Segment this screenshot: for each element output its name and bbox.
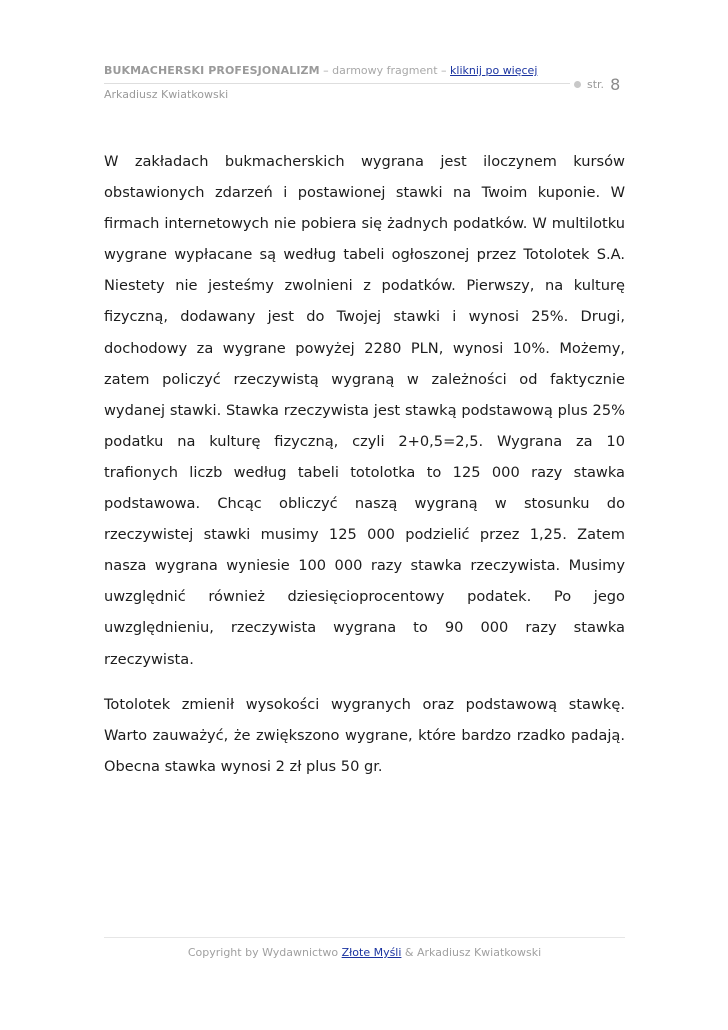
bullet-dot-icon [574,81,581,88]
header-divider [104,83,570,84]
body-paragraph: Totolotek zmienił wysokości wygranych oraz podstawową stawkę. Warto zauważyć, że zwiększono wygrane, które bardzo rzadko padają. Obecna stawka wynosi 2 zł plus 50 gr. [104,695,625,775]
body-paragraph: W zakładach bukmacherskich wygrana jest iloczynem kursów obstawionych zdarzeń i postawionej stawki na Twoim kuponie. W firmach internetowych nie pobiera się żadnych podatków. W multilotku wygrane wypłacane są według tabeli ogłoszonej przez Totolotek S.A. Niestety nie jesteśmy zwolnieni z podatków. Pierwszy, na kulturę fizyczną, dodawany jest do Twojej stawki i wynosi 25%. Drugi, dochodowy za wygrane powyżej 2280 PLN, wynosi 10%. Możemy, zatem policzyć rzeczywistą wygraną w zależności od faktycznie wydanej stawki. Stawka rzeczywista jest stawką podstawową plus 25% podatku na kulturę fizyczną, czyli 2+0,5=2,5. Wygrana za 10 trafionych liczb według tabeli totolotka to 125 000 razy stawka podstawowa. Chcąc obliczyć naszą wygraną w stosunku do rzeczywistej stawki musimy 125 000 podzielić przez 1,25. Zatem nasza wygrana wyniesie 100 000 razy stawka rzeczywista. Musimy uwzględnić również dziesięcioprocentowy podatek. Po jego uwzględnieniu, rzeczywista wygrana to 90 000 razy stawka rzeczywista. [104,153,625,668]
footer-divider [104,937,625,938]
footer-copyright-suffix: & Arkadiusz Kwiatkowski [401,946,542,959]
page-indicator [574,74,620,94]
header-separator: – [437,64,451,77]
header-author: Arkadiusz Kwiatkowski [104,88,229,101]
page-body [104,146,625,782]
book-title: BUKMACHERSKI PROFESJONALIZM [104,64,320,77]
more-link[interactable]: kliknij po więcej [450,64,538,77]
free-fragment-label: darmowy fragment [332,64,438,77]
header-separator: – [319,64,333,77]
page-footer [104,946,625,959]
page-number: 8 [610,74,621,94]
publisher-link[interactable]: Złote Myśli [341,946,402,959]
page-label: str. [587,77,605,91]
footer-copyright-prefix: Copyright by Wydawnictwo [187,946,342,959]
page-header [104,64,628,108]
header-title-line [104,64,537,77]
